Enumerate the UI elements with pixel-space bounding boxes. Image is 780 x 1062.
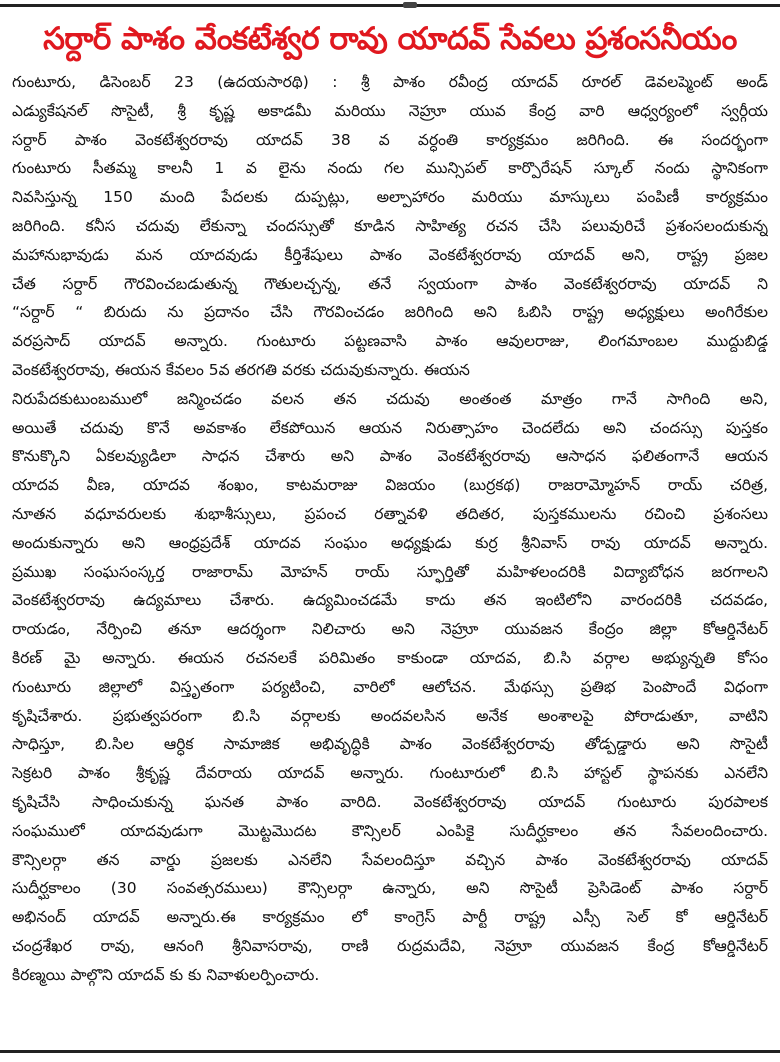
article-body: [12, 68, 768, 990]
article-line: సాధిస్తూ, బి.సిల ఆర్ధిక సామాజిక అభివృద్ధికి పాశం వెంకటేశ్వరరావు తోడ్పడ్డారు అని సొసైటీ: [12, 735, 768, 754]
article-line: ప్రముఖ సంఘసంస్కర్త రాజారామ్ మోహన్ రాయ్ స్ఫూర్తితో మహిళలందరికి విద్యాబోధన జరగాలని: [12, 562, 768, 581]
article-line: సెక్రటరి పాశం శ్రీకృష్ణ దేవరాయ యాదవ్ అన్నారు. గుంటూరులో బి.సి హాస్టల్ స్థాపనకు ఎనలేని: [12, 764, 768, 783]
article-line: కొనుక్కొని ఏకలవ్యుడిలా సాధన చేశారు అని పాశం వెంకటేశ్వరరావు ఆసాధన ఫలితంగానే ఆయన: [12, 447, 768, 466]
article-line: సంఘములో యాదవుడుగా మొట్టమొదట కౌన్సిలర్ ఎంపికై సుదీర్ఘకాలం తన సేవలందించారు.: [12, 821, 768, 840]
article-line: కౌన్సిలర్గా తన వార్డు ప్రజలకు ఎనలేని సేవలందిస్తూ వచ్చిన పాశం వెంకటేశ్వరరావు యాదవ్: [12, 850, 768, 869]
article-line: గుంటూరు జిల్లాలో విస్తృతంగా పర్యటించి, వారిలో ఆలోచన. మేథస్సు ప్రతిభ పెంపొందే విధంగా: [12, 677, 768, 696]
article-line: చంద్రశేఖర రావు, ఆనంగి శ్రీనివాసరావు, రాణి రుద్రమదేవి, నెహ్రూ యువజన కేంద్ర కోఆర్డినేటర్: [12, 936, 768, 955]
article-line: అయితే చదువు కొనే అవకాశం లేకపోయిన ఆయన నిరుత్సాహం చెందలేదు అని చందస్సు పుస్తకం: [12, 418, 768, 437]
bottom-rule: [0, 1048, 780, 1058]
article-line: కృషిచేశారు. ప్రభుత్వపరంగా బి.సి వర్గాలకు అందవలసిన అనేక అంశాలపై పోరాడుతూ, వాటిని: [12, 706, 768, 725]
article-line: రాయడం, నేర్పించి తనూ ఆదర్శంగా నిలిచారు అని నెహ్రూ యువజన కేంద్రం జిల్లా కోఆర్డినేటర్: [12, 620, 768, 639]
article-line: యాదవ వీణ, యాదవ శంఖం, కాటమరాజు విజయం (బుర్రకథ) రాజరామ్మోహన్ రాయ్ చరిత్ర,: [12, 476, 768, 495]
article-line: అందుకున్నారు అని ఆంధ్రప్రదేశ్ యాదవ సంఘం అధ్యక్షుడు కుర్ర శ్రీనివాస్ రావు యాదవ్ అన్నారు.: [12, 533, 768, 552]
article-line: మహానుభావుడు మన యాదవుడు కీర్తిశేషులు పాశం వెంకటేశ్వరరావు యాదవ్ అని, రాష్ట్ర ప్రజల: [12, 245, 768, 264]
article-line: నిరుపేదకుటుంబములో జన్మించడం వలన తన చదువు అంతంత మాత్రం గానే సాగింది అని,: [12, 389, 768, 408]
article-line: గుంటూరు సీతమ్మ కాలనీ 1 వ లైను నందు గల మున్సిపల్ కార్పొరేషన్ స్కూల్ నందు స్థానికంగా: [12, 159, 768, 178]
article-line: “సర్దార్ “ బిరుదు ను ప్రదానం చేసి గౌరవించడం జరిగింది అని ఓబిసి రాష్ట్ర అధ్యక్షులు అంగిరేకుల: [12, 303, 768, 322]
article-line: సర్దార్ పాశం వెంకటేశ్వరరావు యాదవ్ 38 వ వర్ధంతి కార్యక్రమం జరిగింది. ఈ సందర్భంగా: [12, 130, 768, 149]
headline: సర్దార్ పాశం వేంకటేశ్వర రావు యాదవ్ సేవలు ప్రశంసనీయం: [43, 21, 737, 57]
article-line: కిరణ్మయి పాల్గొని యాదవ్ కు కు నివాళులర్పించారు.: [12, 965, 320, 984]
article-line: సుదీర్ఘకాలం (30 సంవత్సరములు) కౌన్సిలర్గా ఉన్నారు, అని సొసైటీ ప్రెసిడెంట్ పాశం సర్దార్: [12, 879, 768, 898]
article-line: జరిగింది. కనీస చదువు లేకున్నా చందస్సుతో కూడిన సాహిత్య రచన చేసి పలువురిచే ప్రశంసలందుకున్న: [12, 216, 768, 235]
article-line: చేత సర్దార్ గౌరవించబడుతున్న గౌతులచ్చన్న, తనే స్వయంగా పాశం వెంకటేశ్వరరావు యాదవ్ ని: [12, 274, 768, 293]
article-line: వెంకటేశ్వరరావు, ఈయన కేవలం 5వ తరగతి వరకు చదువుకున్నారు. ఈయన: [12, 360, 470, 379]
article-line: నూతన వధూవరులకు శుభాశీస్సులు, ప్రపంచ రత్నావళి తదితర, పుస్తకములను రచించి ప్రశంసలు: [12, 504, 768, 523]
article-line: అభినంద్ యాదవ్ అన్నారు.ఈ కార్యక్రమం లో కాంగ్రెస్ పార్టీ రాష్ట్ర ఎస్సీ సెల్ కో ఆర్డినేటర్: [12, 908, 768, 927]
article-line: కృషిచేసి సాధించుకున్న ఘనత పాశం వారిది. వెంకటేశ్వరరావు యాదవ్ గుంటూరు పురపాలక: [12, 792, 768, 811]
top-rule-line: [0, 4, 780, 7]
article-line: వరప్రసాద్ యాదవ్ అన్నారు. గుంటూరు పట్టణవాసి పాశం ఆవులరాజు, లింగమాంబల ముద్దుబిడ్డ: [12, 332, 768, 351]
article-line: గుంటూరు, డిసెంబర్ 23 (ఉదయసారథి) : శ్రీ పాశం రవీంద్ర యాదవ్ రూరల్ డెవలప్మెంట్ అండ్: [12, 73, 768, 91]
bottom-rule-line: [0, 1050, 780, 1053]
article-line: నివసిస్తున్న 150 మంది పేదలకు దుప్పట్లు, అల్పాహారం మరియు మాస్కులు పంపిణీ కార్యక్రమం: [12, 188, 768, 207]
article-line: వెంకటేశ్వరరావు ఉద్యమాలు చేశారు. ఉద్యమించడమే కాదు తన ఇంటిలోని వారందరికి చదవడం,: [12, 591, 768, 610]
article-line: ఎడ్యుకేషనల్ సొసైటీ, శ్రీ కృష్ణ అకాడమీ మరియు నెహ్రూ యువ కేంద్ర వారి ఆధ్వర్యంలో స్వర్గీయ: [12, 101, 768, 120]
article-line: కిరణ్ మై అన్నారు. ఈయన రచనలకే పరిమితం కాకుండా యాదవ, బి.సి వర్గాల అభ్యున్నతి కోసం: [12, 648, 768, 667]
top-rule-mark: [403, 2, 417, 8]
top-rule: [0, 0, 780, 12]
